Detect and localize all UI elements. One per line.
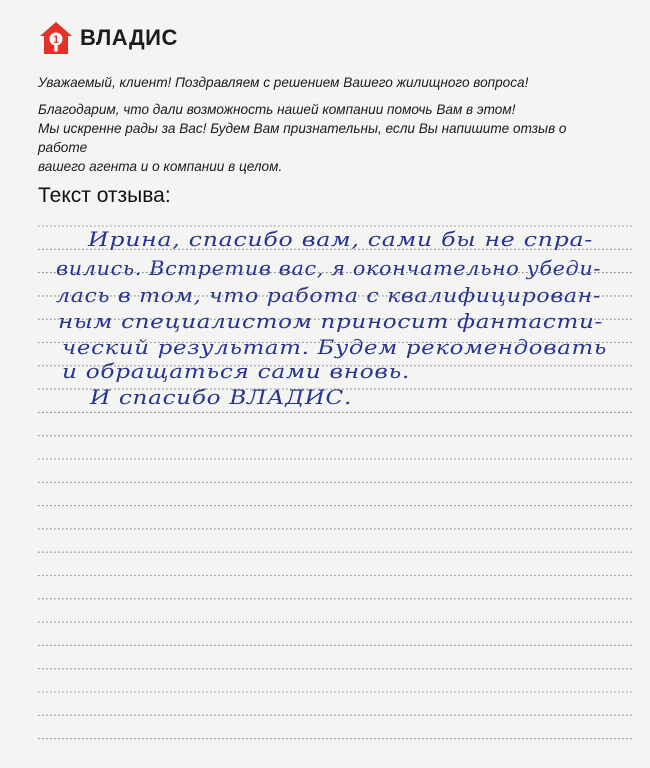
brand-name: ВЛАДИС — [80, 25, 178, 50]
house-key-icon — [38, 20, 74, 56]
handwriting-line: ным специалистом приносит фантасти- — [58, 309, 603, 333]
handwriting-line: и обращаться сами вновь. — [62, 359, 410, 383]
handwriting-line: ческий результат. Будем рекомендовать — [62, 335, 607, 359]
request-line: Мы искренне рады за Вас! Будем Вам признательны, если Вы напишите отзыв о работе — [38, 121, 567, 155]
intro-text — [38, 73, 618, 176]
handwriting-line: И спасибо ВЛАДИС. — [88, 385, 352, 409]
handwriting-line: вились. Встретив вас, я окончательно убеди- — [56, 256, 601, 280]
ruled-lines — [38, 225, 632, 755]
review-title: Текст отзыва: — [38, 184, 171, 207]
logo-badge-number: 1 — [52, 34, 60, 46]
handwriting-line: лась в том, что работа с квалифицирован- — [56, 283, 601, 307]
brand-logo — [38, 20, 178, 56]
request-line-end: вашего агента и о компании в целом. — [38, 159, 283, 174]
thanks-line: Благодарим, что дали возможность нашей компании помочь Вам в этом! — [38, 102, 516, 117]
greeting-line: Уважаемый, клиент! Поздравляем с решением Вашего жилищного вопроса! — [38, 75, 529, 90]
handwriting-line: Ирина, спасибо вам, сами бы не спра- — [86, 227, 593, 251]
